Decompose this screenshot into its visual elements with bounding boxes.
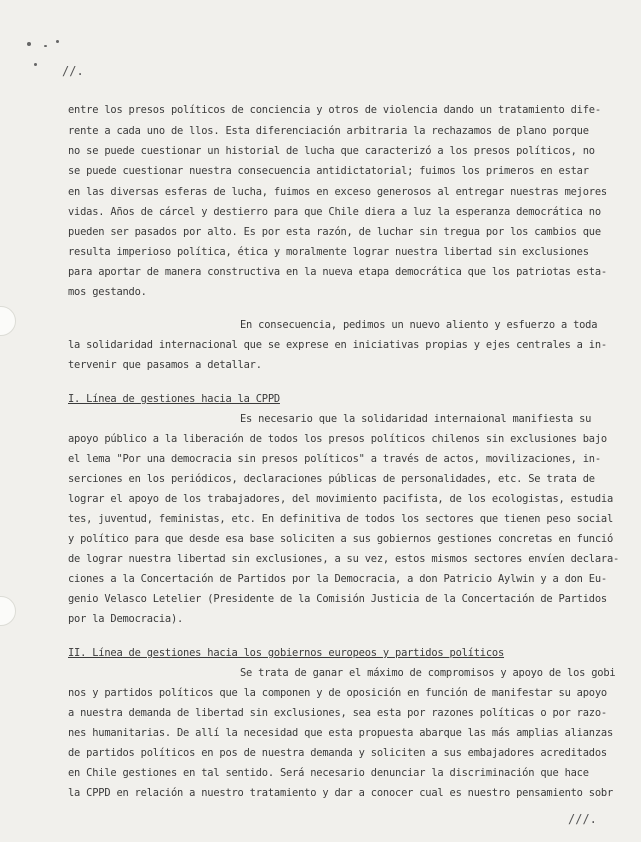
text-line: en las diversas esferas de lucha, fuimos en exceso generosos al entregar nuestras mejores [68, 186, 607, 198]
text-line: genio Velasco Letelier (Presidente de la Comisión Justicia de la Concertación de Partidos [68, 593, 607, 605]
text-line-indented: Es necesario que la solidaridad internaional manifiesta su [240, 413, 592, 425]
text-line: la CPPD en relación a nuestro tratamiento y dar a conocer cual es nuestro pensamiento sobr [68, 787, 614, 799]
page-number-bottom: ///. [568, 812, 597, 826]
text-line: serciones en los periódicos, declaraciones públicas de personalidades, etc. Se trata de [68, 473, 595, 485]
text-line: se puede cuestionar nuestra consecuencia antidictatorial; fuimos los primeros en estar [68, 165, 589, 177]
ink-speck [56, 40, 59, 43]
text-line-indented: Se trata de ganar el máximo de compromisos y apoyo de los gobi [240, 667, 616, 679]
text-line: lograr el apoyo de los trabajadores, del movimiento pacifista, de los ecologistas, estudia [68, 493, 614, 505]
ink-speck [27, 42, 31, 46]
text-line: de lograr nuestra libertad sin exclusiones, a su vez, estos mismos sectores envíen declara- [68, 553, 620, 565]
text-line: y político para que desde esa base soliciten a sus gobiernos gestiones concretas en funció [68, 533, 614, 545]
text-line: rente a cada uno de llos. Esta diferenciación arbitraria la rechazamos de plano porque [68, 125, 589, 137]
text-line: nes humanitarias. De allí la necesidad que esta propuesta abarque las más amplias alianzas [68, 727, 614, 739]
text-line: resulta imperioso política, ética y moralmente lograr nuestra libertad sin exclusiones [68, 246, 589, 258]
text-line: para aportar de manera constructiva en la nueva etapa democrática que los patriotas esta- [68, 266, 607, 278]
punch-hole [0, 596, 16, 626]
text-line: entre los presos políticos de conciencia y otros de violencia dando un tratamiento dife- [68, 104, 601, 116]
page-number-top: //. [62, 64, 84, 78]
section-heading: II. Línea de gestiones hacia los gobiernos europeos y partidos políticos [68, 647, 505, 659]
text-line: a nuestra demanda de libertad sin exclusiones, sea esta por razones políticas o por razo- [68, 707, 607, 719]
text-line: por la Democracia). [68, 613, 184, 625]
text-line: ciones a la Concertación de Partidos por la Democracia, a don Patricio Aylwin y a don Eu- [68, 573, 607, 585]
text-line-indented: En consecuencia, pedimos un nuevo aliento y esfuerzo a toda [240, 319, 598, 331]
section-heading: I. Línea de gestiones hacia la CPPD [68, 393, 280, 405]
text-line: en Chile gestiones en tal sentido. Será necesario denunciar la discriminación que hace [68, 767, 589, 779]
text-line: no se puede cuestionar un historial de lucha que caracterizó a los presos políticos, no [68, 145, 595, 157]
text-line: tervenir que pasamos a detallar. [68, 359, 262, 371]
punch-hole [0, 306, 16, 336]
ink-speck [44, 45, 47, 47]
text-line: mos gestando. [68, 286, 147, 298]
ink-speck [34, 63, 37, 66]
text-line: vidas. Años de cárcel y destierro para que Chile diera a luz la esperanza democrática no [68, 206, 601, 218]
text-line: apoyo público a la liberación de todos los presos políticos chilenos sin exclusiones bajo [68, 433, 607, 445]
text-line: la solidaridad internacional que se exprese en iniciativas propias y ejes centrales a in- [68, 339, 607, 351]
text-line: pueden ser pasados por alto. Es por esta razón, de luchar sin tregua por los cambios que [68, 226, 601, 238]
text-line: tes, juventud, feministas, etc. En definitiva de todos los sectores que tienen peso social [68, 513, 614, 525]
text-line: de partidos políticos en pos de nuestra demanda y soliciten a sus embajadores acreditados [68, 747, 607, 759]
text-line: nos y partidos políticos que la componen y de oposición en función de manifestar su apoyo [68, 687, 607, 699]
text-line: el lema "Por una democracia sin presos políticos" a través de actos, movilizaciones, in- [68, 453, 601, 465]
